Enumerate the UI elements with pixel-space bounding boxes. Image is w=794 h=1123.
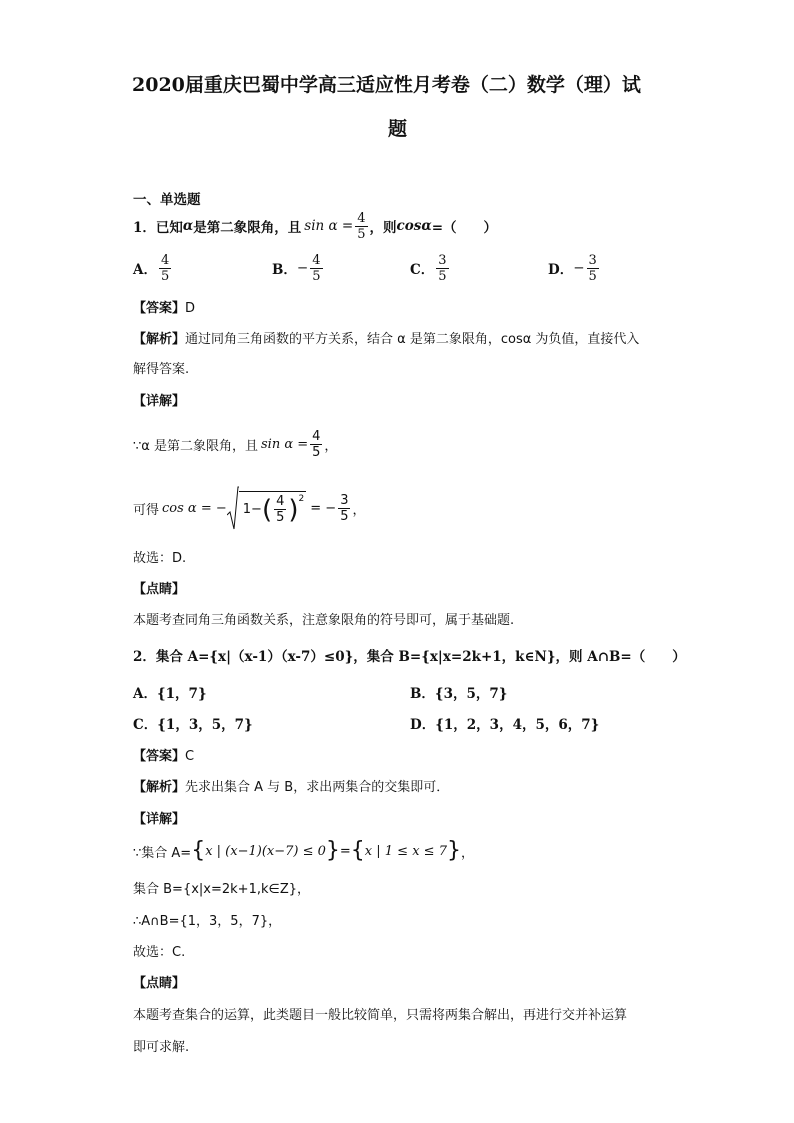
q2-option-d-label: D． — [410, 717, 436, 733]
q1-detail1-frac — [310, 429, 322, 460]
q2-analysis — [133, 776, 449, 795]
q2-detail1-prefix: ∵集合 A= — [133, 845, 192, 861]
q1-option-b — [272, 250, 325, 286]
q1-detail2-num: 4 — [276, 494, 285, 509]
q2-answer-value: C — [185, 749, 195, 764]
right-brace-2: } — [446, 838, 461, 863]
q2-answer — [133, 745, 194, 764]
q1-detail2-result-num: 3 — [340, 492, 349, 508]
left-paren: ( — [261, 494, 273, 525]
q1-analysis — [133, 328, 639, 347]
q1-option-d-sign: − — [573, 260, 585, 276]
q1-stem-end: =（ ） — [431, 220, 498, 236]
q2-option-b — [410, 682, 507, 702]
q2-detail-line3: ∴A∩B={1，3，5，7}， — [133, 914, 282, 929]
q1-analysis-text: 通过同角三角函数的平方关系，结合 α 是第二象限角，cosα 为负值，直接代入 — [185, 332, 640, 347]
q1-detail1-comma: ， — [324, 438, 338, 454]
q2-detail1-equals: = — [339, 843, 351, 859]
q2-option-d-text: {1，2，3，4，5，6，7} — [435, 717, 600, 733]
left-brace-2: { — [350, 838, 365, 863]
section-heading: 一、单选题 — [133, 192, 201, 208]
left-brace: { — [191, 838, 206, 863]
q2-detail-label: 【详解】 — [133, 812, 186, 827]
q2-option-b-label: B． — [410, 686, 435, 702]
q1-option-d-label: D． — [548, 262, 574, 278]
q1-option-c-label: C． — [410, 262, 435, 278]
page-title-line2: 题 — [388, 118, 408, 140]
q1-option-d — [548, 250, 601, 286]
q1-detail2-inner-frac — [274, 494, 286, 525]
q2-option-c-text: {1，3，5，7} — [157, 717, 253, 733]
q1-detail1-num: 4 — [312, 428, 321, 444]
q1-option-b-label: B． — [272, 262, 297, 278]
q1-fraction-num: 4 — [357, 210, 366, 226]
q2-option-c-label: C． — [133, 717, 158, 733]
q1-detail2-comma: ， — [352, 502, 366, 518]
q1-option-c-den: 5 — [438, 268, 447, 284]
q2-detail1-set1: x | (x−1)(x−7) ≤ 0 — [205, 843, 326, 859]
q2-choose: 故选：C. — [133, 945, 186, 960]
q1-fraction-den: 5 — [357, 226, 366, 242]
q1-option-b-sign: − — [296, 260, 309, 276]
q1-option-d-num: 3 — [588, 252, 597, 268]
q1-option-c-frac — [436, 253, 448, 284]
q2-option-a-text: {1，7} — [156, 686, 207, 702]
q1-comment: 本题考查同角三角函数关系，注意象限角的符号即可，属于基础题. — [133, 613, 515, 628]
q1-answer — [133, 297, 195, 316]
sqrt-symbol — [227, 485, 307, 531]
q1-stem — [133, 208, 497, 244]
q2-option-a-label: A． — [133, 686, 157, 702]
q2-answer-label: 【答案】 — [133, 749, 186, 764]
q2-detail-line1 — [133, 836, 474, 866]
q1-alpha: α — [182, 218, 194, 234]
q1-analysis-label: 【解析】 — [133, 332, 186, 347]
q2-stem: 2．集合 A={x|（x-1）（x-7）≤0}，集合 B={x|x=2k+1，k∈N}，则 A∩B=（ ） — [133, 649, 686, 665]
q1-answer-label: 【答案】 — [133, 301, 186, 316]
q1-sin: sin α = — [304, 218, 354, 234]
sqrt-radicand — [239, 491, 307, 525]
q1-detail2-result-den: 5 — [340, 508, 349, 524]
q2-comment-line1: 本题考查集合的运算，此类题目一般比较简单，只需将两集合解出，再进行交并补运算 — [133, 1008, 628, 1023]
q1-option-a-frac — [159, 253, 171, 284]
q1-choose: 故选：D. — [133, 551, 187, 566]
q1-option-a-label: A． — [133, 262, 157, 278]
q1-stem-prefix: 1．已知 — [133, 220, 183, 236]
q1-detail2-equals: = − — [310, 500, 337, 516]
q2-detail1-set2: x | 1 ≤ x ≤ 7 — [364, 843, 447, 859]
q1-detail2-den: 5 — [276, 510, 285, 525]
right-brace: } — [325, 838, 340, 863]
q1-detail-label: 【详解】 — [133, 394, 186, 409]
q1-analysis-line2: 解得答案. — [133, 362, 190, 377]
q1-comment-label: 【点睛】 — [133, 582, 186, 597]
q2-analysis-text: 先求出集合 A 与 B，求出两集合的交集即可． — [185, 780, 450, 795]
right-paren: ) — [288, 494, 299, 525]
q1-detail2-prefix: 可得 — [133, 502, 160, 518]
q1-detail2-one-minus: 1− — [242, 502, 262, 517]
q2-detail-line2: 集合 B={x|x=2k+1,k∈Z}， — [133, 882, 310, 897]
radical-sign-icon — [227, 485, 239, 531]
q1-fraction — [355, 211, 367, 242]
q1-answer-value: D — [185, 301, 196, 316]
q1-option-a-den: 5 — [160, 268, 170, 284]
q1-option-b-num: 4 — [312, 252, 321, 268]
page-title-line1: 2020届重庆巴蜀中学高三适应性月考卷（二）数学（理）试 — [132, 74, 641, 96]
q2-option-b-text: {3，5，7} — [434, 686, 508, 702]
q2-option-c — [133, 713, 253, 733]
q1-detail2-result-frac — [338, 493, 350, 524]
q1-option-b-den: 5 — [312, 268, 321, 284]
q1-option-d-frac — [587, 253, 599, 284]
q1-stem-then: ，则 — [369, 220, 397, 236]
q2-comment-line2: 即可求解. — [133, 1040, 190, 1055]
q2-analysis-label: 【解析】 — [133, 780, 186, 795]
q1-option-a-num: 4 — [160, 252, 170, 268]
q1-stem-mid: 是第二象限角，且 — [193, 220, 302, 236]
q1-detail1-sin: sin α = — [260, 436, 309, 452]
q2-option-d — [410, 713, 599, 733]
q1-detail-line1 — [133, 424, 337, 464]
q1-cos: cosα — [396, 218, 432, 234]
q2-option-a — [133, 682, 207, 702]
q1-option-c — [410, 250, 451, 286]
q1-option-c-num: 3 — [438, 252, 447, 268]
q1-detail2-exponent: 2 — [298, 494, 305, 504]
q1-detail1-text: ∵α 是第二象限角，且 — [133, 438, 258, 454]
q2-comment-label: 【点睛】 — [133, 976, 186, 991]
q1-option-d-den: 5 — [588, 268, 597, 284]
q1-detail-line2 — [133, 482, 365, 534]
q1-option-a — [133, 250, 173, 286]
q1-detail2-cos: cos α = − — [162, 500, 227, 516]
q1-option-b-frac — [310, 253, 322, 284]
q1-detail1-den: 5 — [312, 444, 321, 460]
q2-detail1-comma: ， — [460, 845, 474, 861]
